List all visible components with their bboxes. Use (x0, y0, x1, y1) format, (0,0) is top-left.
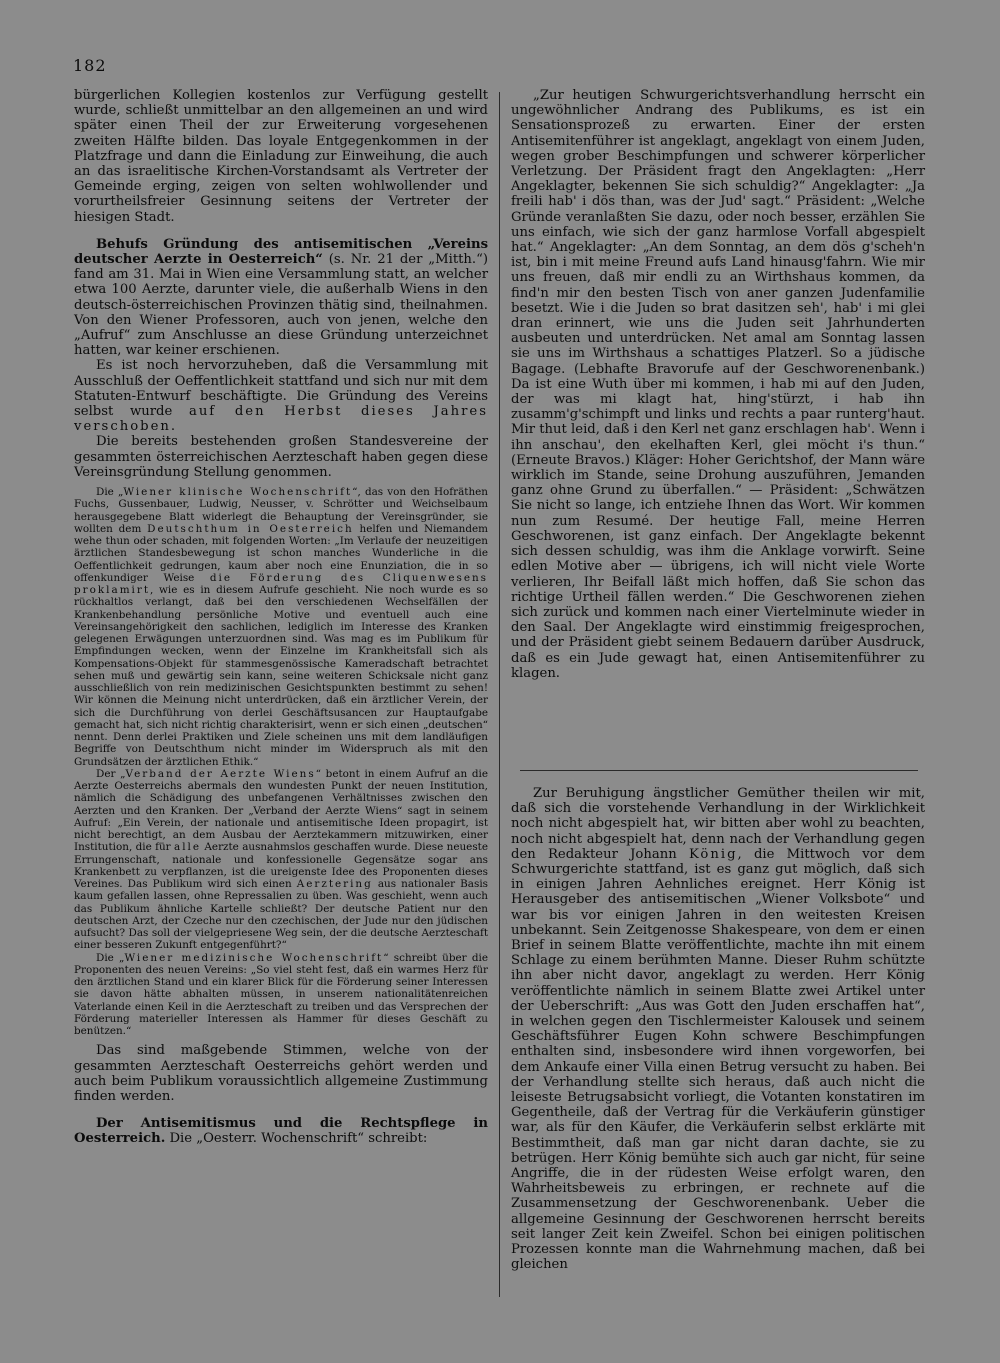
quote-2-spaced-a: Verband der Aerzte Wiens (125, 767, 316, 780)
quote-1-text-b: “, das von den Hofräthen Fuchs, Gussenbauer, Ludwig, Neusser, v. Schrötter und Weichselbaum herausgegebene Blatt widerlegt die Behauptung der Vereinsgründer, sie wollten dem (74, 486, 488, 535)
paragraph-stimmen: Das sind maßgebende Stimmen, welche von der gesammten Aerzteschaft Oesterreichs gehört werden und auch beim Publikum voraussichtlich allgemeine Zustimmung finden werden. (74, 1043, 488, 1104)
quote-1-text-d: , wie es in diesem Aufrufe geschieht. Nie noch wurde es so rückhaltlos verlangt, daß bei den verschiedenen Wechselfällen der Krankenbehandlung persönliche Motive und eventuell auch eine Vereinsangehörigkeit den sachlichen, lediglich im Interesse des Kranken gelegenen Erwägungen unterzuordnen sind. Was mag es im Publikum für Empfindungen wecken, wenn der Einzelne im Krankheitsfall sich als Kompensations-Objekt für stammesgenössische Kameradschaft betrachtet sehen muß und gewärtig sein kann, seine weiteren Schicksale nicht ganz ausschließlich von rein medizinischen Gesichtspunkten bestimmt zu sehen! Wir können die Meinung nicht unterdrücken, daß ein ärztlicher Verein, der sich die Durchführung von derlei Geschäftsusancen zur Hauptaufgabe gemacht hat, sich nicht richtig charakterisirt, wenn er sich einen „deutschen“ nennt. Denn derlei Praktiken und Ziele scheinen uns mit dem landläufigen Begriffe von Deutschthum nicht minder im Widerspruch als mit den Grundsätzen der ärztlichen Ethik.“ (74, 584, 488, 768)
paragraph-versammlung (74, 358, 488, 434)
column-divider (499, 92, 500, 1297)
quote-1-text-c: helfen und Niemandem wehe thun oder schaden, mit folgenden Worten: „Im Verlaufe der neuzeitigen ärztlichen Standesbewegung ist schon manches Wunderliche in die Oeffentlichkeit gedrungen, kaum aber noch eine Enunziation, die in so offenkundiger Weise (74, 522, 489, 584)
quote-2-spaced-b: alle (174, 841, 202, 854)
quote-klinische-wochenschrift (74, 486, 488, 768)
section-heading-rechtspflege: Der Antisemitismus und die Rechtspflege in Oesterreich. (74, 1116, 488, 1147)
paragraph-verein-text: (s. Nr. 21 der „Mitth.“) fand am 31. Mai in Wien eine Versammlung statt, an welcher etwa 100 Aerzte, darunter viele, die außerhalb Wiens in den deutsch-österreichischen Provinzen thätig sind, theilnahmen. Von den Wiener Professoren, auch von jenen, welche den „Aufruf“ zum Anschlusse an diese Gründung unterzeichnet hatten, war keiner erschienen. (74, 252, 488, 359)
page-number: 182 (73, 56, 107, 75)
quote-verband-der-aerzte (74, 768, 488, 952)
quote-medizinische-wochenschrift (74, 952, 488, 1038)
quote-2-spaced-c: Aerztering (296, 878, 373, 891)
paragraph-beruhigung-text-b: , die Mittwoch vor dem Schwurgerichte stattfand, ist es ganz gut möglich, daß sich in einigen Jahren Aehnliches ereignet. Herr König ist Herausgeber des antisemitischen „Wiener Volksbote“ und war bis vor einigen Jahren in den weitesten Kreisen unbekannt. Sein Zeitgenosse Shakespeare, von dem er einen Brief in seinem Blatte veröffentlichte, machte ihn mit einem Schlage zu einem berühmten Manne. Dieser Ruhm schützte ihn aber nicht davor, angeklagt zu werden. Herr König veröffentlichte nämlich in seinem Blatte zwei Artikel unter der Ueberschrift: „Aus was Gott den Juden erschaffen hat“, in welchen gegen den Tischlermeister Kalousek und seinem Geschäftsführer Eugen Kohn schwere Beschimpfungen enthalten sind, insbesondere wird ihnen vorgeworfen, bei dem Ankaufe einer Villa einen Betrug versucht zu haben. Bei der Verhandlung stellte sich heraus, daß auch nicht die leiseste Betrugsabsicht vorliegt, die Votanten konstatiren im Gegentheile, daß der Vertrag für die Verkäuferin günstiger war, als für den Käufer, die Verkäuferin selbst erklärte mit Bestimmtheit, daß man gar nicht daran dachte, sie zu betrügen. Herr König bemühte sich auch gar nicht, für seine Angriffe, die in der rüdesten Weise erfolgt waren, den Wahrheitsbeweis zu erbringen, er rechnete auf die Zusammensetzung der Geschworenenbank. Ueber die allgemeine Gesinnung der Geschworenen herrscht bereits seit langer Zeit kein Zweifel. Schon bei einigen politischen Prozessen konnte man die Wahrnehmung machen, daß bei gleichen (511, 846, 925, 1273)
quote-2-text-b: “ betont in einem Aufruf an die Aerzte Oesterreichs abermals den wundesten Punkt der neuen Institution, nämlich die Schädigung des unbefangenen Verhältnisses zwischen den Aerzten und den Kranken. Der „Verband der Aerzte Wiens“ sagt in seinem Aufruf: „Ein Verein, der nationale und antisemitische Ideen propagirt, ist nicht berechtigt, an dem Ausbau der Aerztekammern mitzuwirken, einer Institution, die für (74, 767, 489, 854)
section-divider (520, 770, 918, 771)
quote-3-text-a: Die „ (96, 951, 125, 964)
paragraph-beruhigung-text-a: Zur Beruhigung ängstlicher Gemüther theilen wir mit, daß sich die vorstehende Verhandlung in der Wirklichkeit noch nicht abgespielt hat, wir bitten aber wohl zu beachten, noch nicht abgespielt hat, denn nach der Verhandlung gegen den Redakteur Johann (511, 786, 925, 862)
paragraph-versammlung-text: Es ist noch hervorzuheben, daß die Versammlung mit Ausschluß der Oeffentlichkeit stattfand und sich nur mit dem Statuten-Entwurf beschäftigte. Die Gründung des Vereins selbst wurde (74, 358, 488, 420)
paragraph-standesvereine: Die bereits bestehenden großen Standesvereine der gesammten österreichischen Aerzteschaft haben gegen diese Vereinsgründung Stellung genommen. (74, 434, 488, 480)
left-column (74, 88, 488, 1147)
section-heading-verein: Behufs Gründung des antisemitischen „Vereins deutscher Aerzte in Oesterreich“ (74, 236, 488, 268)
quote-2-text-c: Aerzte ausnahmslos geschaffen wurde. Diese neueste Errungenschaft, nationale und konfessionelle Gegensätze sogar ans Krankenbett zu verpflanzen, ist die ureigenste Idee des Proponenten dieses Vereines. Das Publikum wird sich einen (74, 841, 488, 891)
quote-2-text-d: aus nationaler Basis kaum gefallen lassen, ohne Repressalien zu üben. Was geschieht, wenn auch das Publikum ähnliche Kartelle schließt? Der deutsche Patient nur den deutschen Arzt, der Czeche nur den czechischen, der Jude nur den jüdischen aufsucht? Das soll der vielgepriesene Weg sein, der die deutsche Aerzteschaft einer besseren Zukunft entgegenführt?“ (74, 878, 488, 952)
paragraph-versammlung-spaced: auf den Herbst dieses Jahres verschoben. (74, 404, 489, 435)
quote-3-text-b: “ schreibt über die Proponenten des neuen Vereins: „So viel steht fest, daß ein warmes Herz für den ärztlichen Stand und ein klarer Blick für die Förderung seiner Interessen sie davon hätte abhalten müssen, in unserem nationalitätenreichen Vaterlande einen Keil in die Aerzteschaft zu treiben und das Versprechen der Förderung materieller Interessen als Hammer für dieses Geschäft zu benützen.“ (74, 951, 488, 1038)
quote-1-text-a: Die „ (96, 486, 124, 499)
quote-2-text-a: Der „ (96, 767, 126, 780)
quote-1-spaced-b: Deutschthum in Oesterreich (147, 522, 354, 535)
right-column (511, 88, 925, 681)
paragraph-rechtspflege (74, 1116, 488, 1146)
quote-1-spaced-c: die Förderung des Cliquenwesens proklamirt (74, 571, 488, 597)
paragraph-rechtspflege-text: Die „Oesterr. Wochenschrift“ schreibt: (165, 1131, 428, 1147)
right-column-lower (511, 786, 925, 1273)
quote-3-spaced: Wiener medizinische Wochenschrift (124, 951, 384, 964)
quote-1-spaced-a: Wiener klinische Wochenschrift (123, 486, 353, 499)
paragraph-intro: bürgerlichen Kollegien kostenlos zur Verfügung gestellt wurde, schließt unmittelbar an den allgemeinen an und wird später einen Theil der zur Erweiterung vorgesehenen zweiten Hälfte bilden. Das loyale Entgegenkommen in der Platzfrage und dann die Einladung zur Einweihung, die auch an das israelitische Kirchen-Vorstandsamt als Vertreter der Gemeinde erging, zeigen von selten wohlwollender und vorurtheilsfreier Gesinnung seitens der Vertreter der hiesigen Stadt. (74, 88, 488, 225)
paragraph-schwurgericht-scene: „Zur heutigen Schwurgerichtsverhandlung herrscht ein ungewöhnlicher Andrang des Publikums, es ist ein Sensationsprozeß zu erwarten. Einer der ersten Antisemitenführer ist angeklagt, angeklagt von einem Juden, wegen grober Beschimpfungen und schwerer körperlicher Verletzung. Der Präsident fragt den Angeklagten: „Herr Angeklagter, bekennen Sie sich schuldig?“ Angeklagter: „Ja freili hab' i dös than, was der Jud' sagt.“ Präsident: „Welche Gründe veranlaßten Sie dazu, oder noch besser, erzählen Sie uns einfach, wie sich der ganz harmlose Vorfall abgespielt hat.“ Angeklagter: „An dem Sonntag, an dem dös g'scheh'n ist, bin i mit meine Freund aufs Land hinausg'fahrn. Wie mir uns freuen, daß mir endli zu an Wirthshaus kommen, da find'n mir den besten Tisch von aner ganzen Judenfamilie besetzt. Wie i die Juden so brat dasitzen seh', hab' i mi glei dran erinnert, wie uns die Juden seit Jahrhunderten ausbeuten und unterdrücken. Net amal am Sonntag lassen sie uns im Wirthshaus a schattiges Platzerl. So a jüdische Bagage. (Lebhafte Bravorufe auf der Geschworenenbank.) Da ist eine Wuth über mi kommen, i hab mi auf den Juden, der was mi klagt hat, hing'stürzt, i hab ihn zusamm'g'schimpft und links und rechts a paar runterg'haut. Mir thut leid, daß i den Kerl net ganz erschlagen hab'. Wenn i ihn anschau', den ekelhaften Kerl, glei möcht i's thun.“ (Erneute Bravos.) Kläger: Hoher Gerichtshof, der Mann wäre wirklich im Stande, seine Drohung auszuführen, Jemanden ganz ohne Grund zu überfallen.“ — Präsident: „Schwätzen Sie nicht so lange, ich entziehe Ihnen das Wort. Wir kommen nun zum Resumé. Der heutige Fall, meine Herren Geschworenen, ist ganz einfach. Der Angeklagte bekennt sich dessen schuldig, was ihm die Anklage vorwirft. Seine edlen Motive aber — übrigens, ich will nicht viele Worte verlieren, Ihr Beifall läßt mich hoffen, daß Sie schon das richtige Urtheil fällen werden.“ Die Geschworenen ziehen sich zurück und kommen nach einer Viertelminute wieder in den Saal. Der Angeklagte wird einstimmig freigesprochen, und der Präsident giebt seinem Bedauern darüber Ausdruck, daß es ein Jude gewagt hat, einen Antisemitenführer zu klagen. (511, 88, 925, 681)
paragraph-beruhigung (511, 786, 925, 1273)
paragraph-verein (74, 237, 488, 359)
paragraph-beruhigung-spaced: König (688, 846, 738, 862)
